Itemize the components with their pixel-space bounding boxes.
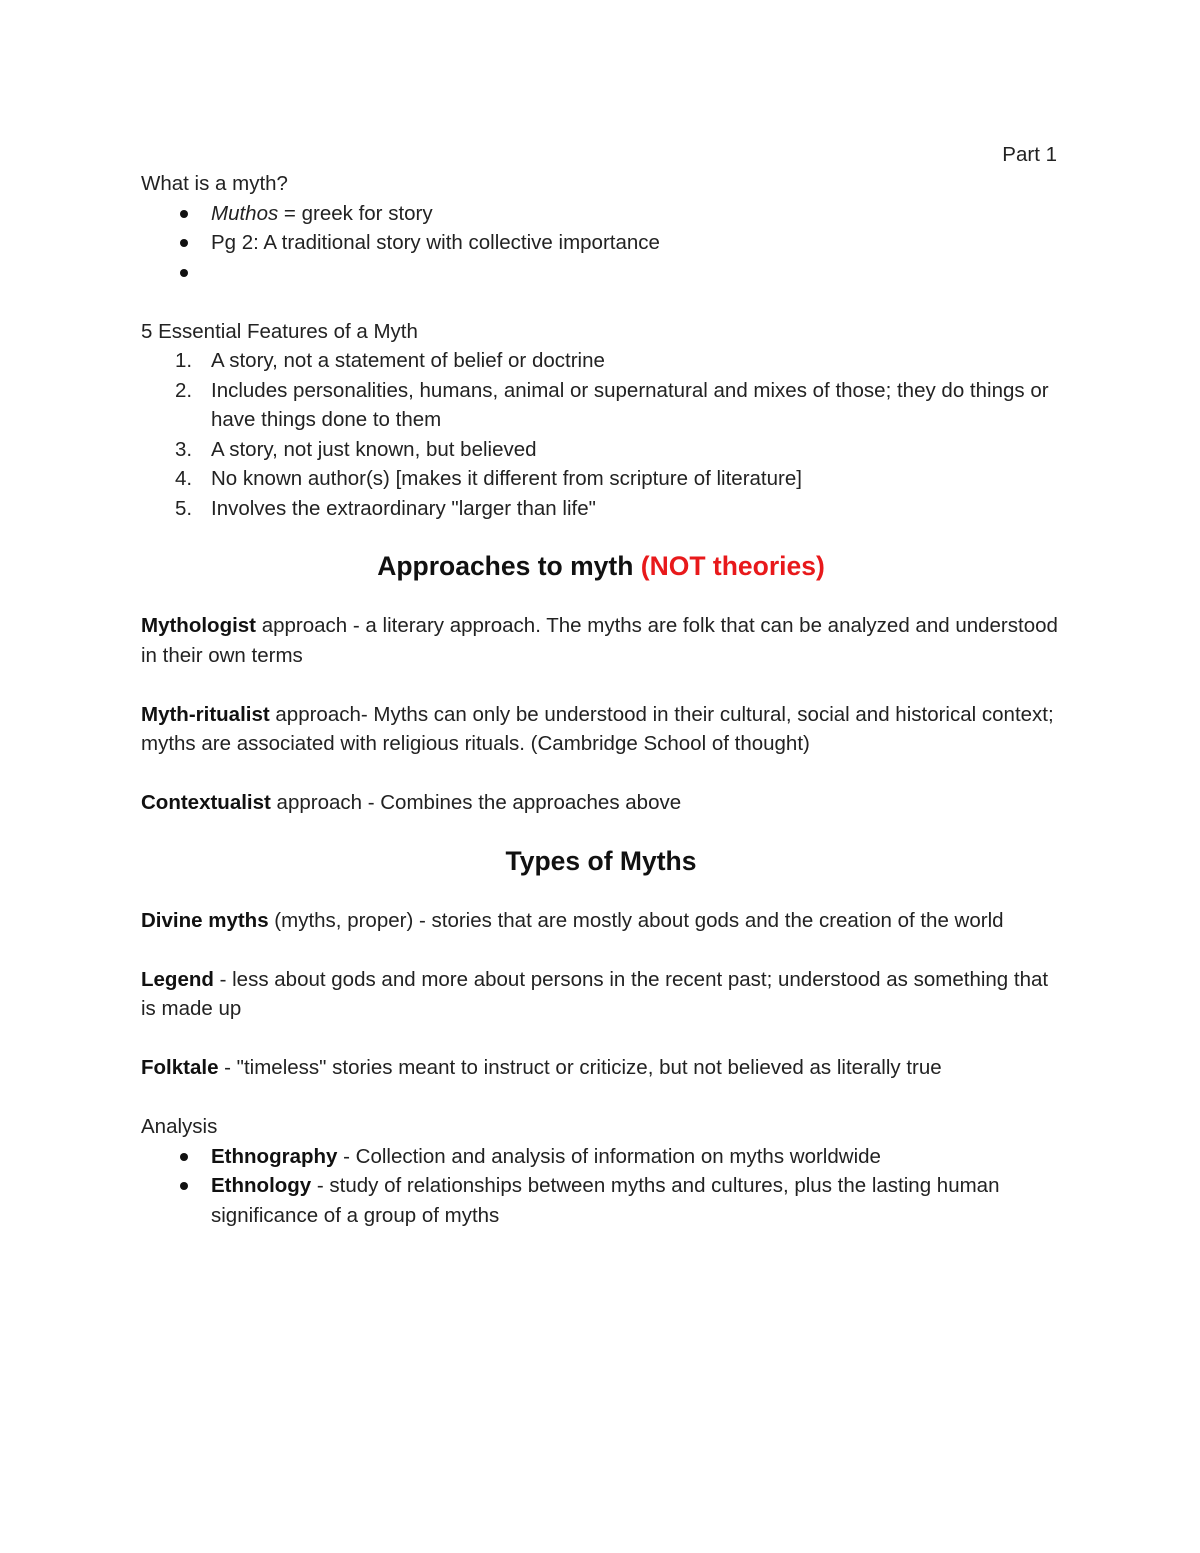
type-term: Legend bbox=[141, 967, 214, 991]
types-heading: Types of Myths bbox=[505, 845, 697, 876]
bullet-icon bbox=[180, 239, 188, 247]
approach-text: approach- Myths can only be understood in their cultural, social and historical context; myths are associated with religious rituals. (Cambridge School of thought) bbox=[141, 702, 1054, 755]
analysis-title: Analysis bbox=[141, 1115, 218, 1138]
spacer bbox=[141, 759, 1061, 789]
approaches-heading bbox=[141, 523, 1061, 611]
list-item bbox=[141, 376, 1061, 435]
approach-paragraph bbox=[141, 611, 1061, 670]
item-text: A story, not just known, but believed bbox=[211, 437, 537, 461]
approach-term: Myth-ritualist bbox=[141, 702, 270, 726]
heading-text: Approaches to myth bbox=[377, 551, 641, 581]
type-term: Divine myths bbox=[141, 908, 269, 932]
type-paragraph bbox=[141, 1053, 1061, 1083]
bullet-text: - Collection and analysis of information on myths worldwide bbox=[337, 1144, 881, 1168]
type-paragraph bbox=[141, 906, 1061, 936]
bullet-icon bbox=[180, 1182, 188, 1190]
intro-title: What is a myth? bbox=[141, 172, 288, 195]
approach-text: approach - Combines the approaches above bbox=[270, 791, 682, 814]
list-item bbox=[141, 494, 1061, 524]
bullet-icon bbox=[180, 210, 188, 218]
bullet-term: Ethnography bbox=[211, 1144, 338, 1168]
bullet-text: = greek for story bbox=[278, 201, 433, 225]
features-title: 5 Essential Features of a Myth bbox=[141, 319, 418, 343]
document-page bbox=[141, 140, 1061, 1230]
list-item bbox=[141, 1142, 1061, 1172]
item-number: 5. bbox=[175, 496, 193, 520]
approach-paragraph bbox=[141, 700, 1061, 759]
item-text: A story, not a statement of belief or doctrine bbox=[211, 349, 605, 372]
item-number: 4. bbox=[175, 467, 193, 490]
type-text: - "timeless" stories meant to instruct or criticize, but not believed as literally true bbox=[218, 1056, 942, 1079]
type-paragraph bbox=[141, 965, 1061, 1024]
intro-bullet-list bbox=[141, 199, 1061, 288]
part-label: Part 1 bbox=[1002, 143, 1057, 166]
approach-paragraph bbox=[141, 788, 1061, 818]
bullet-term: Ethnology bbox=[211, 1174, 312, 1197]
bullet-text: - study of relationships between myths and cultures, plus the lasting human significance of a group of myths bbox=[211, 1174, 1000, 1227]
approach-term: Contextualist bbox=[141, 791, 271, 814]
list-item bbox=[141, 435, 1061, 465]
bullet-term: Muthos bbox=[211, 201, 279, 225]
list-item bbox=[141, 464, 1061, 494]
spacer bbox=[141, 287, 1061, 317]
item-text: Includes personalities, humans, animal or supernatural and mixes of those; they do things or have things done to them bbox=[211, 378, 1049, 431]
features-list bbox=[141, 346, 1061, 523]
spacer bbox=[141, 1024, 1061, 1054]
item-number: 2. bbox=[175, 378, 193, 402]
item-number: 1. bbox=[175, 349, 193, 372]
list-item bbox=[141, 258, 1061, 288]
list-item bbox=[141, 1171, 1061, 1230]
approach-term: Mythologist bbox=[141, 614, 257, 637]
spacer bbox=[141, 670, 1061, 700]
list-item bbox=[141, 199, 1061, 229]
bullet-text: Pg 2: A traditional story with collective importance bbox=[211, 231, 660, 254]
type-text: (myths, proper) - stories that are mostly about gods and the creation of the world bbox=[268, 908, 1004, 932]
spacer bbox=[141, 1083, 1061, 1113]
list-item bbox=[141, 346, 1061, 376]
bullet-icon bbox=[180, 269, 188, 277]
item-text: No known author(s) [makes it different from scripture of literature] bbox=[211, 467, 802, 490]
approach-text: approach - a literary approach. The myths are folk that can be analyzed and understood in their own terms bbox=[141, 614, 1058, 667]
analysis-bullet-list bbox=[141, 1142, 1061, 1231]
type-term: Folktale bbox=[141, 1056, 219, 1079]
item-number: 3. bbox=[175, 437, 193, 461]
bullet-icon bbox=[180, 1153, 188, 1161]
heading-accent: (NOT theories) bbox=[640, 551, 825, 581]
type-text: - less about gods and more about persons in the recent past; understood as something that is made up bbox=[141, 967, 1049, 1020]
item-text: Involves the extraordinary "larger than life" bbox=[211, 496, 596, 520]
spacer bbox=[141, 935, 1061, 965]
list-item bbox=[141, 228, 1061, 258]
